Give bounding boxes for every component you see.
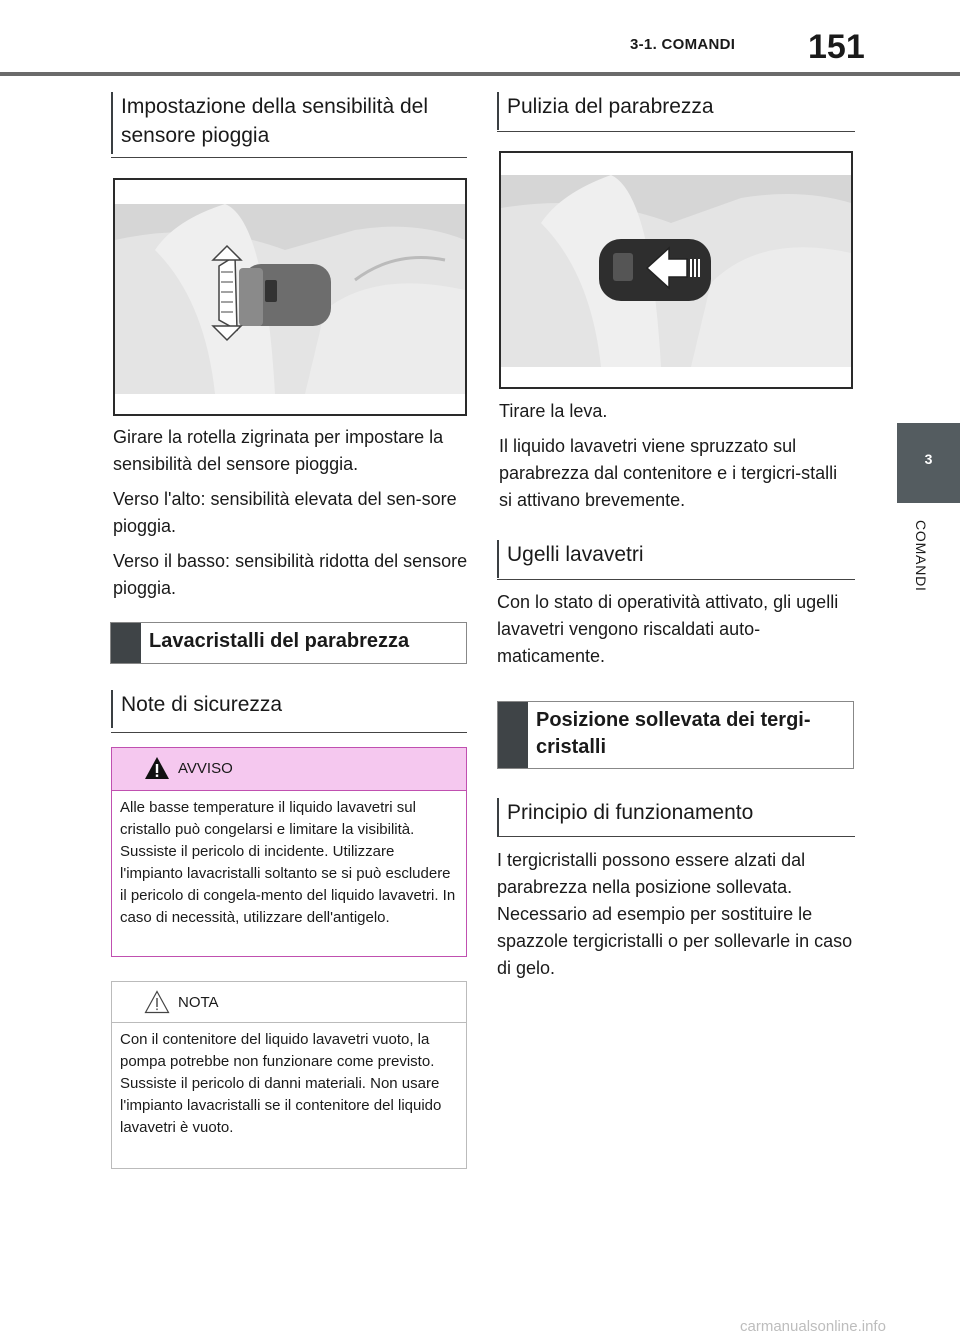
note-box bbox=[111, 981, 467, 1169]
heading-cleaning: Pulizia del parabrezza bbox=[497, 92, 853, 130]
heading-nozzles: Ugelli lavavetri bbox=[497, 540, 853, 578]
sensitivity-text bbox=[113, 424, 469, 610]
section-title: 3-1. COMANDI bbox=[630, 36, 736, 53]
figure-rain-sensor-wheel bbox=[113, 178, 467, 416]
heading-raised: Posizione sollevata dei tergi-cristalli bbox=[497, 701, 854, 769]
paragraph: Il liquido lavavetri viene spruzzato sul parabrezza dal contenitore e i tergicri-stalli si attivano brevemente. bbox=[499, 436, 838, 510]
heading-rule bbox=[497, 579, 855, 580]
note-title: NOTA bbox=[178, 994, 219, 1011]
paragraph: Tirare la leva. bbox=[499, 401, 608, 421]
warning-triangle-icon bbox=[144, 756, 170, 780]
heading-principle: Principio di funzionamento bbox=[497, 798, 853, 836]
heading-rule bbox=[111, 157, 467, 158]
watermark: carmanualsonline.info bbox=[740, 1318, 886, 1335]
illustration-washer-lever bbox=[501, 153, 851, 387]
heading-bar bbox=[111, 623, 141, 663]
paragraph: Verso l'alto: sensibilità elevata del sen-sore pioggia. bbox=[113, 489, 457, 536]
paragraph: Girare la rotella zigrinata per impostare la sensibilità del sensore pioggia. bbox=[113, 427, 444, 474]
warning-text: Alle basse temperature il liquido lavavetri sul cristallo può congelarsi e limitare la visibilità. Sussiste il pericolo di incidente. Utilizzare l'impianto lavacristalli soltanto se si può escludere il pericolo di congela-mento del liquido lavavetri. In caso di necessità, utilizzare dell'antigelo. bbox=[120, 799, 456, 926]
chapter-label: COMANDI bbox=[913, 520, 929, 592]
warning-title: AVVISO bbox=[178, 760, 233, 777]
note-triangle-icon bbox=[144, 990, 170, 1014]
page-number: 151 bbox=[808, 28, 865, 66]
paragraph: Verso il basso: sensibilità ridotta del sensore pioggia. bbox=[113, 551, 468, 598]
heading-rule bbox=[111, 732, 467, 733]
heading-washer: Lavacristalli del parabrezza bbox=[110, 622, 467, 664]
heading-bar bbox=[498, 702, 528, 768]
figure-washer-lever bbox=[499, 151, 853, 389]
heading-rule bbox=[497, 131, 855, 132]
paragraph: Con lo stato di operatività attivato, gli ugelli lavavetri vengono riscaldati auto-maticamente. bbox=[497, 592, 839, 666]
header-rule bbox=[0, 72, 960, 76]
heading-rule bbox=[497, 836, 855, 837]
note-text: Con il contenitore del liquido lavavetri vuoto, la pompa potrebbe non funzionare come previsto. Sussiste il pericolo di danni materiali. Non usare l'impianto lavacristalli se il contenitore del liquido lavavetri è vuoto. bbox=[120, 1031, 442, 1136]
paragraph: I tergicristalli possono essere alzati dal parabrezza nella posizione sollevata. Necessario ad esempio per sostituire le spazzole tergicristalli o per sollevarle in caso di gelo. bbox=[497, 850, 853, 978]
chapter-tab bbox=[897, 423, 960, 503]
principle-text bbox=[497, 847, 855, 990]
nozzles-text bbox=[497, 589, 853, 678]
note-header bbox=[112, 982, 466, 1023]
heading-safety: Note di sicurezza bbox=[111, 690, 461, 728]
warning-box bbox=[111, 747, 467, 957]
chapter-number: 3 bbox=[924, 451, 933, 467]
cleaning-text bbox=[499, 398, 855, 522]
warning-header bbox=[112, 748, 466, 791]
illustration-rain-sensor bbox=[115, 180, 465, 414]
heading-sensitivity: Impostazione della sensibilità del sensore pioggia bbox=[111, 92, 461, 154]
